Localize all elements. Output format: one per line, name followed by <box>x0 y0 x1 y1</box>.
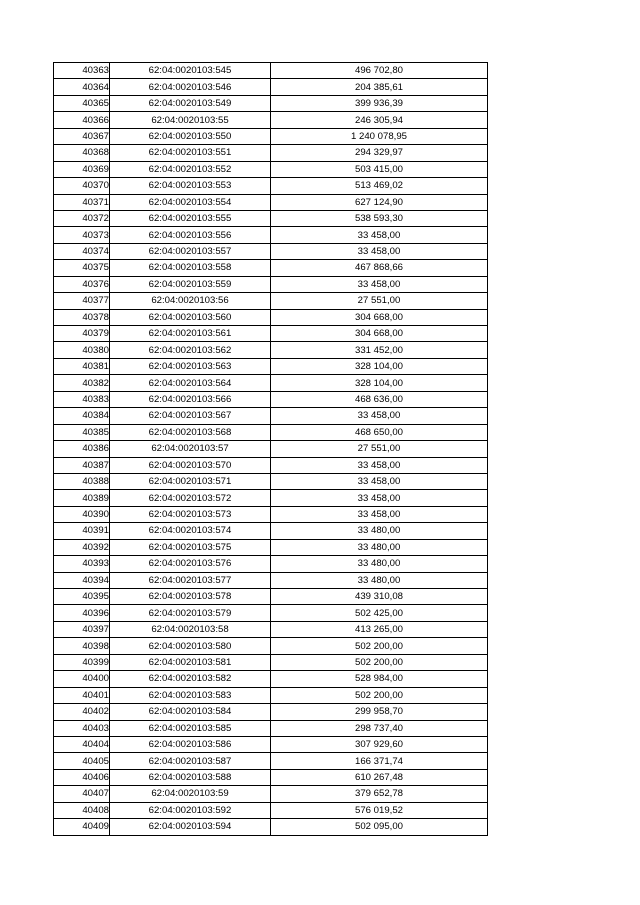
row-number-cell: 40367 <box>54 128 110 144</box>
table-row <box>54 210 488 226</box>
row-number-cell: 40404 <box>54 736 110 752</box>
cadastral-value-cell: 328 104,00 <box>271 375 488 391</box>
row-number-cell: 40369 <box>54 161 110 177</box>
row-number-cell: 40374 <box>54 243 110 259</box>
cadastral-number-cell: 62:04:0020103:594 <box>110 819 271 835</box>
cadastral-value-cell: 627 124,90 <box>271 194 488 210</box>
table-row <box>54 819 488 835</box>
row-number-cell: 40364 <box>54 79 110 95</box>
cadastral-number-cell: 62:04:0020103:563 <box>110 358 271 374</box>
row-number-cell: 40386 <box>54 441 110 457</box>
row-number-cell: 40376 <box>54 276 110 292</box>
cadastral-number-cell: 62:04:0020103:564 <box>110 375 271 391</box>
row-number-cell: 40395 <box>54 589 110 605</box>
table-row <box>54 358 488 374</box>
table-row <box>54 112 488 128</box>
row-number-cell: 40363 <box>54 63 110 79</box>
table-row <box>54 704 488 720</box>
table-row <box>54 424 488 440</box>
cadastral-number-cell: 62:04:0020103:545 <box>110 63 271 79</box>
table-row <box>54 408 488 424</box>
table-row <box>54 753 488 769</box>
table-row <box>54 457 488 473</box>
table-row <box>54 145 488 161</box>
table-row <box>54 589 488 605</box>
table-row <box>54 556 488 572</box>
cadastral-number-cell: 62:04:0020103:582 <box>110 671 271 687</box>
cadastral-number-cell: 62:04:0020103:574 <box>110 523 271 539</box>
table-row <box>54 572 488 588</box>
table-row <box>54 342 488 358</box>
row-number-cell: 40393 <box>54 556 110 572</box>
cadastral-value-cell: 576 019,52 <box>271 802 488 818</box>
cadastral-number-cell: 62:04:0020103:550 <box>110 128 271 144</box>
table-row <box>54 638 488 654</box>
cadastral-value-cell: 33 480,00 <box>271 572 488 588</box>
cadastral-number-cell: 62:04:0020103:588 <box>110 769 271 785</box>
row-number-cell: 40366 <box>54 112 110 128</box>
cadastral-number-cell: 62:04:0020103:592 <box>110 802 271 818</box>
cadastral-number-cell: 62:04:0020103:559 <box>110 276 271 292</box>
cadastral-value-cell: 27 551,00 <box>271 441 488 457</box>
cadastral-number-cell: 62:04:0020103:59 <box>110 786 271 802</box>
cadastral-value-cell: 33 458,00 <box>271 473 488 489</box>
row-number-cell: 40400 <box>54 671 110 687</box>
table-row <box>54 391 488 407</box>
cadastral-number-cell: 62:04:0020103:552 <box>110 161 271 177</box>
row-number-cell: 40371 <box>54 194 110 210</box>
cadastral-number-cell: 62:04:0020103:572 <box>110 490 271 506</box>
cadastral-value-cell: 413 265,00 <box>271 621 488 637</box>
row-number-cell: 40402 <box>54 704 110 720</box>
cadastral-value-cell: 33 480,00 <box>271 556 488 572</box>
cadastral-value-cell: 246 305,94 <box>271 112 488 128</box>
row-number-cell: 40378 <box>54 309 110 325</box>
table-row <box>54 621 488 637</box>
table-row <box>54 276 488 292</box>
table-row <box>54 227 488 243</box>
row-number-cell: 40379 <box>54 326 110 342</box>
cadastral-number-cell: 62:04:0020103:581 <box>110 654 271 670</box>
table-row <box>54 178 488 194</box>
row-number-cell: 40388 <box>54 473 110 489</box>
cadastral-number-cell: 62:04:0020103:556 <box>110 227 271 243</box>
cadastral-value-cell: 33 480,00 <box>271 539 488 555</box>
table-row <box>54 63 488 79</box>
table-row <box>54 79 488 95</box>
cadastral-number-cell: 62:04:0020103:553 <box>110 178 271 194</box>
cadastral-number-cell: 62:04:0020103:566 <box>110 391 271 407</box>
cadastral-value-cell: 502 425,00 <box>271 605 488 621</box>
cadastral-number-cell: 62:04:0020103:578 <box>110 589 271 605</box>
cadastral-number-cell: 62:04:0020103:56 <box>110 293 271 309</box>
row-number-cell: 40406 <box>54 769 110 785</box>
table-row <box>54 128 488 144</box>
table-row <box>54 654 488 670</box>
row-number-cell: 40392 <box>54 539 110 555</box>
cadastral-number-cell: 62:04:0020103:560 <box>110 309 271 325</box>
cadastral-value-cell: 33 458,00 <box>271 506 488 522</box>
cadastral-value-cell: 439 310,08 <box>271 589 488 605</box>
cadastral-value-cell: 331 452,00 <box>271 342 488 358</box>
table-row <box>54 260 488 276</box>
cadastral-value-cell: 610 267,48 <box>271 769 488 785</box>
table-row <box>54 95 488 111</box>
cadastral-number-cell: 62:04:0020103:551 <box>110 145 271 161</box>
row-number-cell: 40391 <box>54 523 110 539</box>
row-number-cell: 40407 <box>54 786 110 802</box>
row-number-cell: 40383 <box>54 391 110 407</box>
cadastral-value-cell: 166 371,74 <box>271 753 488 769</box>
cadastral-number-cell: 62:04:0020103:587 <box>110 753 271 769</box>
cadastral-value-cell: 304 668,00 <box>271 309 488 325</box>
cadastral-number-cell: 62:04:0020103:577 <box>110 572 271 588</box>
cadastral-value-cell: 467 868,66 <box>271 260 488 276</box>
table-row <box>54 786 488 802</box>
cadastral-value-cell: 502 095,00 <box>271 819 488 835</box>
row-number-cell: 40370 <box>54 178 110 194</box>
cadastral-number-cell: 62:04:0020103:584 <box>110 704 271 720</box>
cadastral-value-cell: 33 458,00 <box>271 227 488 243</box>
cadastral-number-cell: 62:04:0020103:555 <box>110 210 271 226</box>
row-number-cell: 40368 <box>54 145 110 161</box>
cadastral-number-cell: 62:04:0020103:570 <box>110 457 271 473</box>
row-number-cell: 40380 <box>54 342 110 358</box>
row-number-cell: 40396 <box>54 605 110 621</box>
table-row <box>54 375 488 391</box>
row-number-cell: 40389 <box>54 490 110 506</box>
cadastral-value-cell: 33 480,00 <box>271 523 488 539</box>
cadastral-value-cell: 27 551,00 <box>271 293 488 309</box>
cadastral-number-cell: 62:04:0020103:546 <box>110 79 271 95</box>
cadastral-value-cell: 33 458,00 <box>271 408 488 424</box>
table-row <box>54 506 488 522</box>
cadastral-number-cell: 62:04:0020103:561 <box>110 326 271 342</box>
cadastral-number-cell: 62:04:0020103:558 <box>110 260 271 276</box>
table-row <box>54 243 488 259</box>
cadastral-number-cell: 62:04:0020103:557 <box>110 243 271 259</box>
table-body <box>54 63 488 836</box>
cadastral-value-cell: 33 458,00 <box>271 243 488 259</box>
row-number-cell: 40372 <box>54 210 110 226</box>
cadastral-value-cell: 33 458,00 <box>271 457 488 473</box>
table-row <box>54 736 488 752</box>
row-number-cell: 40398 <box>54 638 110 654</box>
cadastral-value-cell: 468 650,00 <box>271 424 488 440</box>
cadastral-number-cell: 62:04:0020103:562 <box>110 342 271 358</box>
cadastral-value-cell: 502 200,00 <box>271 654 488 670</box>
cadastral-value-cell: 528 984,00 <box>271 671 488 687</box>
cadastral-number-cell: 62:04:0020103:575 <box>110 539 271 555</box>
cadastral-value-cell: 399 936,39 <box>271 95 488 111</box>
row-number-cell: 40399 <box>54 654 110 670</box>
cadastral-number-cell: 62:04:0020103:580 <box>110 638 271 654</box>
row-number-cell: 40401 <box>54 687 110 703</box>
cadastral-number-cell: 62:04:0020103:554 <box>110 194 271 210</box>
cadastral-value-cell: 496 702,80 <box>271 63 488 79</box>
cadastral-value-cell: 307 929,60 <box>271 736 488 752</box>
table-row <box>54 802 488 818</box>
cadastral-value-cell: 294 329,97 <box>271 145 488 161</box>
table-row <box>54 473 488 489</box>
table-row <box>54 523 488 539</box>
cadastral-value-cell: 468 636,00 <box>271 391 488 407</box>
table-row <box>54 720 488 736</box>
cadastral-number-cell: 62:04:0020103:571 <box>110 473 271 489</box>
cadastral-value-cell: 513 469,02 <box>271 178 488 194</box>
cadastral-number-cell: 62:04:0020103:568 <box>110 424 271 440</box>
cadastral-number-cell: 62:04:0020103:57 <box>110 441 271 457</box>
table-row <box>54 671 488 687</box>
row-number-cell: 40381 <box>54 358 110 374</box>
cadastral-number-cell: 62:04:0020103:583 <box>110 687 271 703</box>
cadastral-value-cell: 503 415,00 <box>271 161 488 177</box>
cadastral-number-cell: 62:04:0020103:576 <box>110 556 271 572</box>
table-row <box>54 539 488 555</box>
cadastral-value-cell: 304 668,00 <box>271 326 488 342</box>
table-row <box>54 490 488 506</box>
cadastral-number-cell: 62:04:0020103:55 <box>110 112 271 128</box>
row-number-cell: 40409 <box>54 819 110 835</box>
table-row <box>54 293 488 309</box>
row-number-cell: 40390 <box>54 506 110 522</box>
cadastral-number-cell: 62:04:0020103:58 <box>110 621 271 637</box>
cadastral-number-cell: 62:04:0020103:586 <box>110 736 271 752</box>
table-row <box>54 309 488 325</box>
cadastral-value-cell: 328 104,00 <box>271 358 488 374</box>
cadastral-number-cell: 62:04:0020103:585 <box>110 720 271 736</box>
row-number-cell: 40382 <box>54 375 110 391</box>
table-row <box>54 441 488 457</box>
row-number-cell: 40377 <box>54 293 110 309</box>
cadastral-value-cell: 502 200,00 <box>271 638 488 654</box>
row-number-cell: 40408 <box>54 802 110 818</box>
row-number-cell: 40397 <box>54 621 110 637</box>
cadastral-number-cell: 62:04:0020103:549 <box>110 95 271 111</box>
table-row <box>54 194 488 210</box>
cadastral-value-cell: 379 652,78 <box>271 786 488 802</box>
cadastral-value-table <box>53 62 488 836</box>
row-number-cell: 40405 <box>54 753 110 769</box>
row-number-cell: 40384 <box>54 408 110 424</box>
row-number-cell: 40375 <box>54 260 110 276</box>
table-row <box>54 605 488 621</box>
cadastral-value-cell: 299 958,70 <box>271 704 488 720</box>
cadastral-value-cell: 538 593,30 <box>271 210 488 226</box>
row-number-cell: 40373 <box>54 227 110 243</box>
row-number-cell: 40387 <box>54 457 110 473</box>
cadastral-value-cell: 502 200,00 <box>271 687 488 703</box>
cadastral-value-cell: 33 458,00 <box>271 276 488 292</box>
table-row <box>54 769 488 785</box>
cadastral-value-cell: 298 737,40 <box>271 720 488 736</box>
row-number-cell: 40403 <box>54 720 110 736</box>
table-row <box>54 161 488 177</box>
table-row <box>54 687 488 703</box>
cadastral-number-cell: 62:04:0020103:579 <box>110 605 271 621</box>
cadastral-value-cell: 1 240 078,95 <box>271 128 488 144</box>
row-number-cell: 40365 <box>54 95 110 111</box>
table-row <box>54 326 488 342</box>
row-number-cell: 40394 <box>54 572 110 588</box>
cadastral-value-cell: 33 458,00 <box>271 490 488 506</box>
cadastral-number-cell: 62:04:0020103:573 <box>110 506 271 522</box>
row-number-cell: 40385 <box>54 424 110 440</box>
cadastral-value-cell: 204 385,61 <box>271 79 488 95</box>
cadastral-number-cell: 62:04:0020103:567 <box>110 408 271 424</box>
